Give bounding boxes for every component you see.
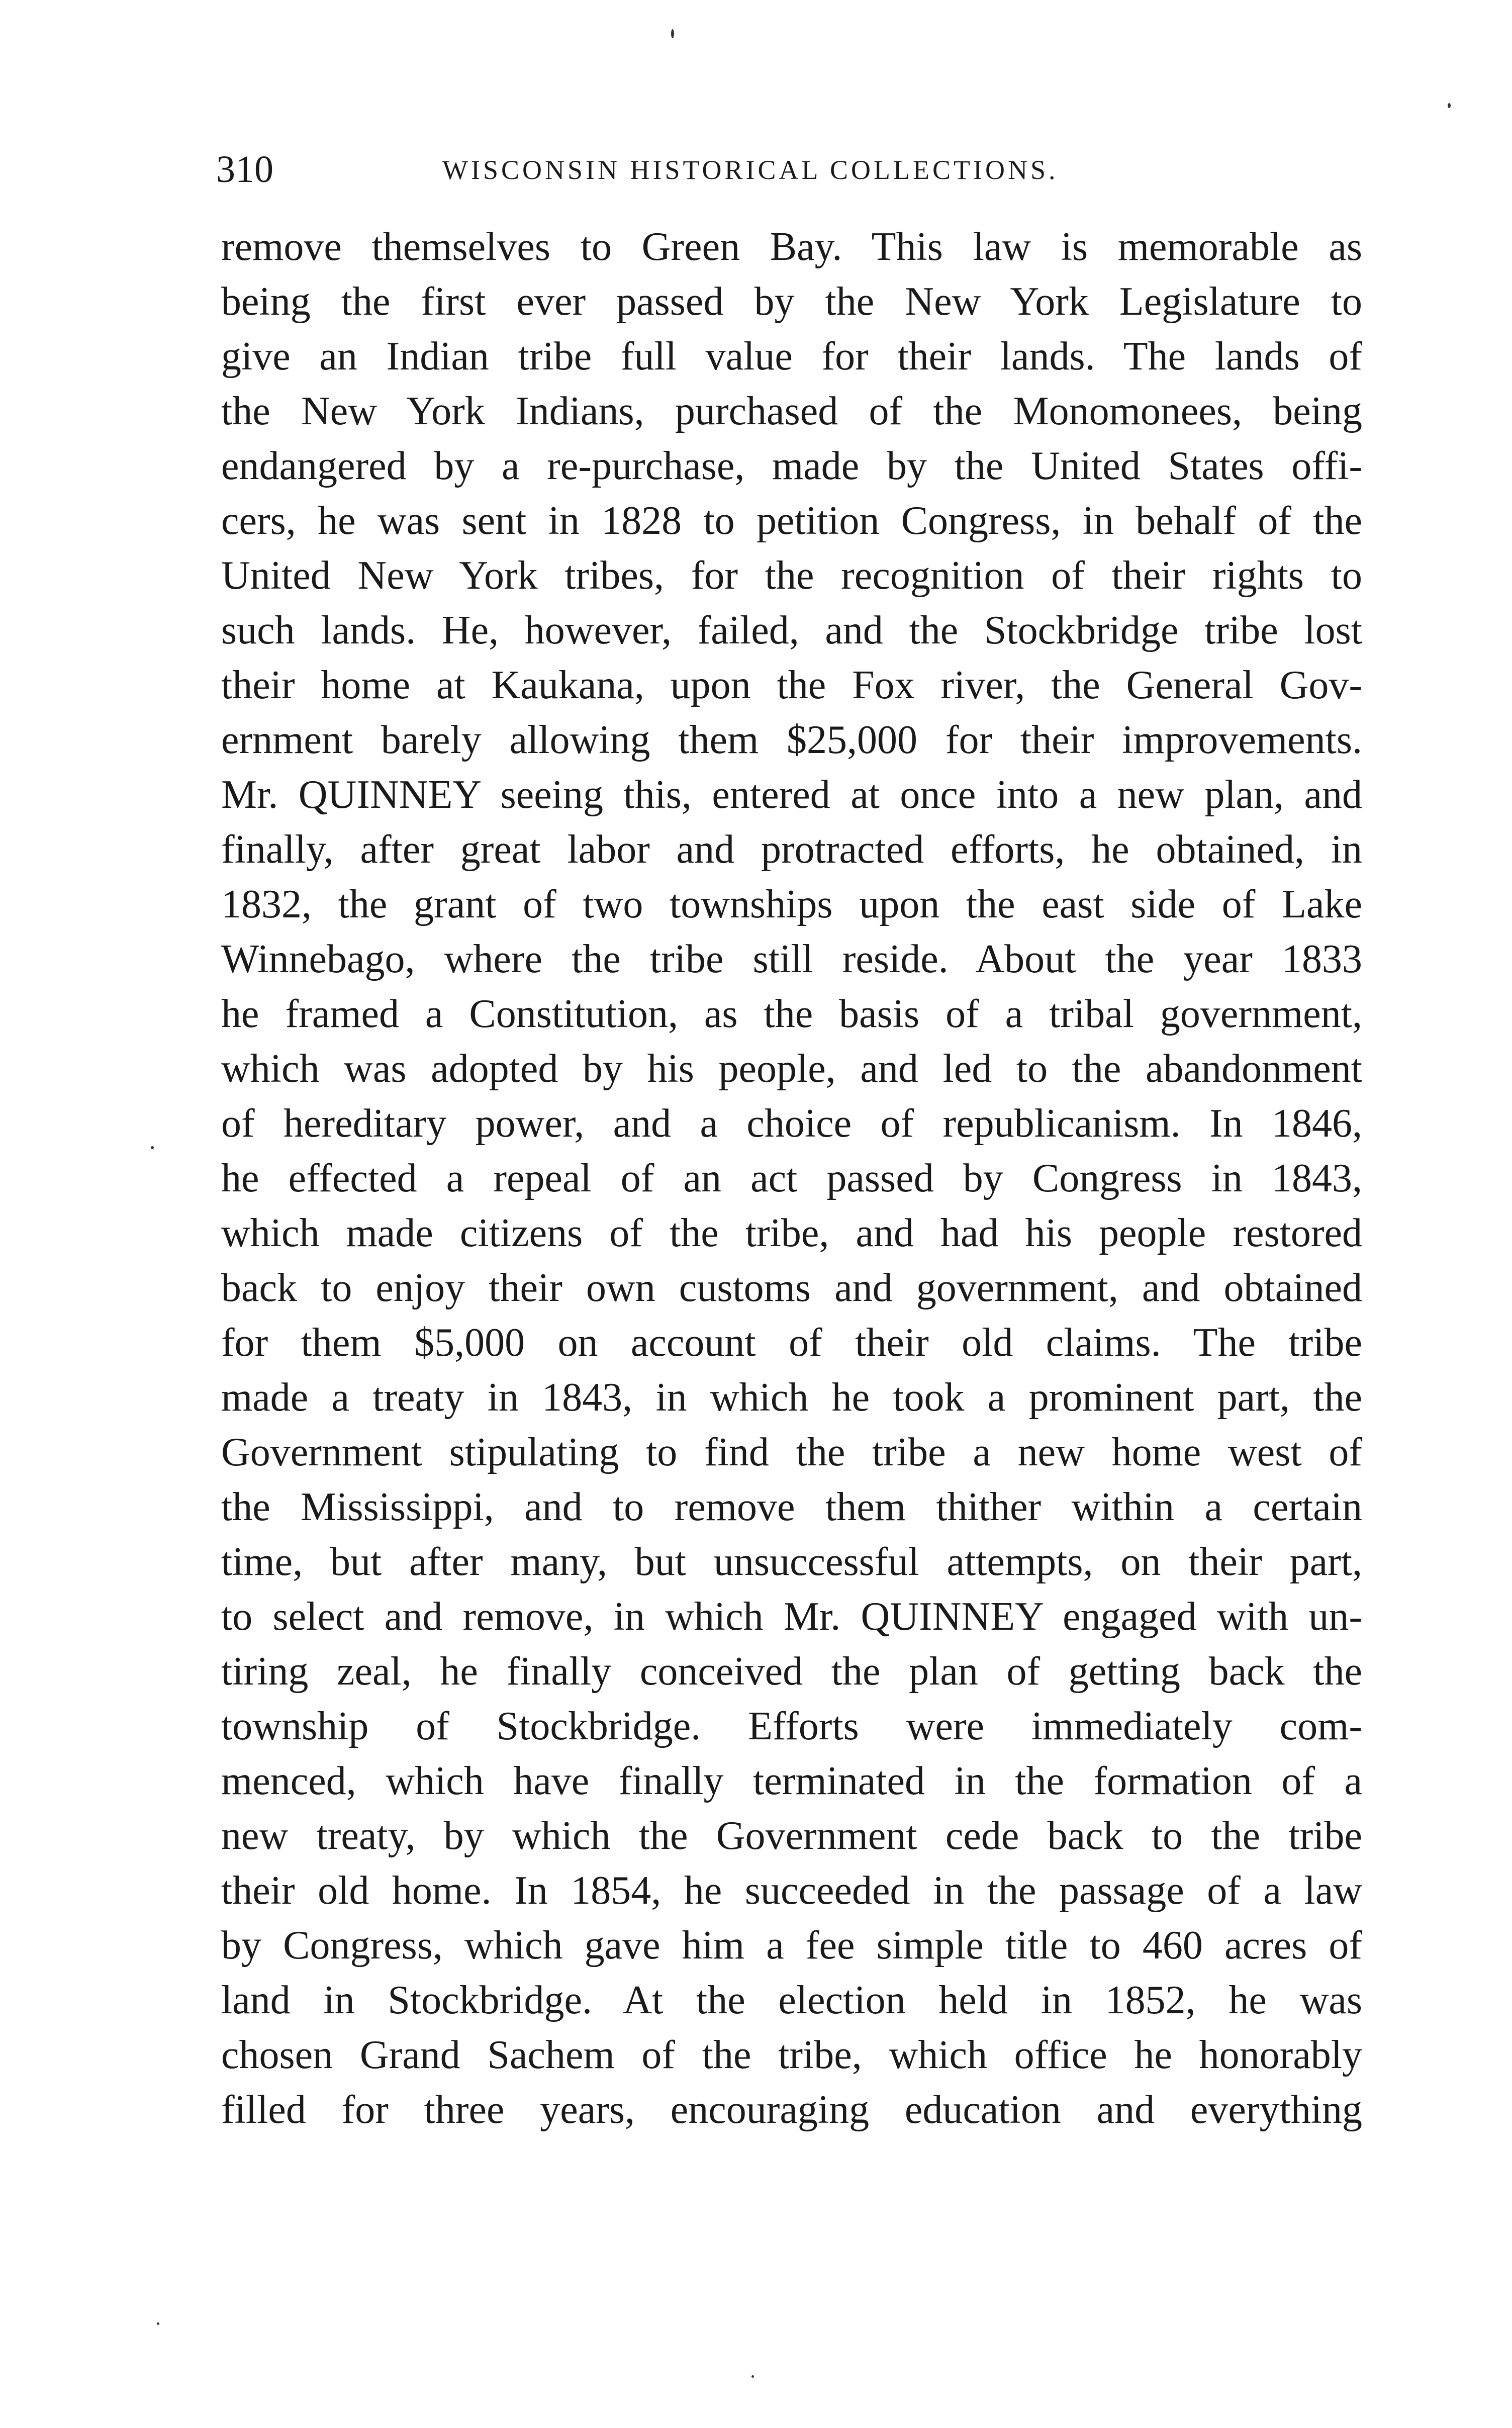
- text-line: of hereditary power, and a choice of republicanism. In 1846,: [221, 1101, 1362, 1146]
- text-line: being the first ever passed by the New York Legislature to: [221, 279, 1362, 324]
- text-line: new treaty, by which the Government cede back to the tribe: [221, 1814, 1362, 1858]
- text-line: their home at Kaukana, upon the Fox river, the General Gov-: [221, 663, 1362, 707]
- text-line: for them $5,000 on account of their old claims. The tribe: [221, 1321, 1362, 1365]
- text-line: menced, which have finally terminated in the formation of a: [221, 1759, 1362, 1803]
- text-line: Government stipulating to find the tribe a new home west of: [221, 1430, 1362, 1474]
- body-text: [221, 220, 1362, 2137]
- text-line: which was adopted by his people, and led to the abandonment: [221, 1047, 1362, 1091]
- text-line: made a treaty in 1843, in which he took a prominent part, the: [221, 1375, 1362, 1420]
- text-line: filled for three years, encouraging education and everything: [221, 2088, 1362, 2132]
- text-line: chosen Grand Sachem of the tribe, which office he honorably: [221, 2033, 1362, 2077]
- text-line: to select and remove, in which Mr. QUINNEY engaged with un-: [221, 1595, 1362, 1639]
- text-line: finally, after great labor and protracted efforts, he obtained, in: [221, 827, 1362, 872]
- scan-speck: [151, 1146, 154, 1149]
- page-header: [216, 147, 1362, 192]
- text-line: back to enjoy their own customs and government, and obtained: [221, 1266, 1362, 1310]
- scan-speck: [671, 29, 674, 38]
- text-line: 1832, the grant of two townships upon the east side of Lake: [221, 882, 1362, 926]
- text-line: endangered by a re-purchase, made by the United States offi-: [221, 444, 1362, 488]
- text-line: United New York tribes, for the recognition of their rights to: [221, 553, 1362, 598]
- text-line: he effected a repeal of an act passed by Congress in 1843,: [221, 1156, 1362, 1200]
- scan-speck: [751, 2375, 754, 2378]
- text-line: remove themselves to Green Bay. This law is memorable as: [221, 225, 1362, 269]
- text-line: cers, he was sent in 1828 to petition Congress, in behalf of the: [221, 499, 1362, 543]
- text-line: which made citizens of the tribe, and had his people restored: [221, 1211, 1362, 1255]
- text-line: Mr. QUINNEY seeing this, entered at once into a new plan, and: [221, 773, 1362, 817]
- scan-speck: [157, 2322, 159, 2325]
- text-line: tiring zeal, he finally conceived the plan of getting back the: [221, 1649, 1362, 1694]
- text-line: by Congress, which gave him a fee simple title to 460 acres of: [221, 1923, 1362, 1968]
- text-line: such lands. He, however, failed, and the Stockbridge tribe lost: [221, 608, 1362, 652]
- text-line: township of Stockbridge. Efforts were immediately com-: [221, 1704, 1362, 1748]
- text-line: the Mississippi, and to remove them thither within a certain: [221, 1485, 1362, 1529]
- text-line: ernment barely allowing them $25,000 for their improvements.: [221, 718, 1362, 762]
- scan-speck: [1448, 103, 1451, 108]
- text-line: their old home. In 1854, he succeeded in the passage of a law: [221, 1869, 1362, 1913]
- text-line: time, but after many, but unsuccessful attempts, on their part,: [221, 1540, 1362, 1584]
- page-number: 310: [216, 148, 273, 191]
- text-line: he framed a Constitution, as the basis of a tribal government,: [221, 992, 1362, 1036]
- text-line: Winnebago, where the tribe still reside. About the year 1833: [221, 937, 1362, 981]
- text-line: land in Stockbridge. At the election held in 1852, he was: [221, 1978, 1362, 2022]
- running-head: WISCONSIN HISTORICAL COLLECTIONS.: [442, 155, 1059, 185]
- text-line: give an Indian tribe full value for their lands. The lands of: [221, 334, 1362, 379]
- text-line: the New York Indians, purchased of the Monomonees, being: [221, 389, 1362, 433]
